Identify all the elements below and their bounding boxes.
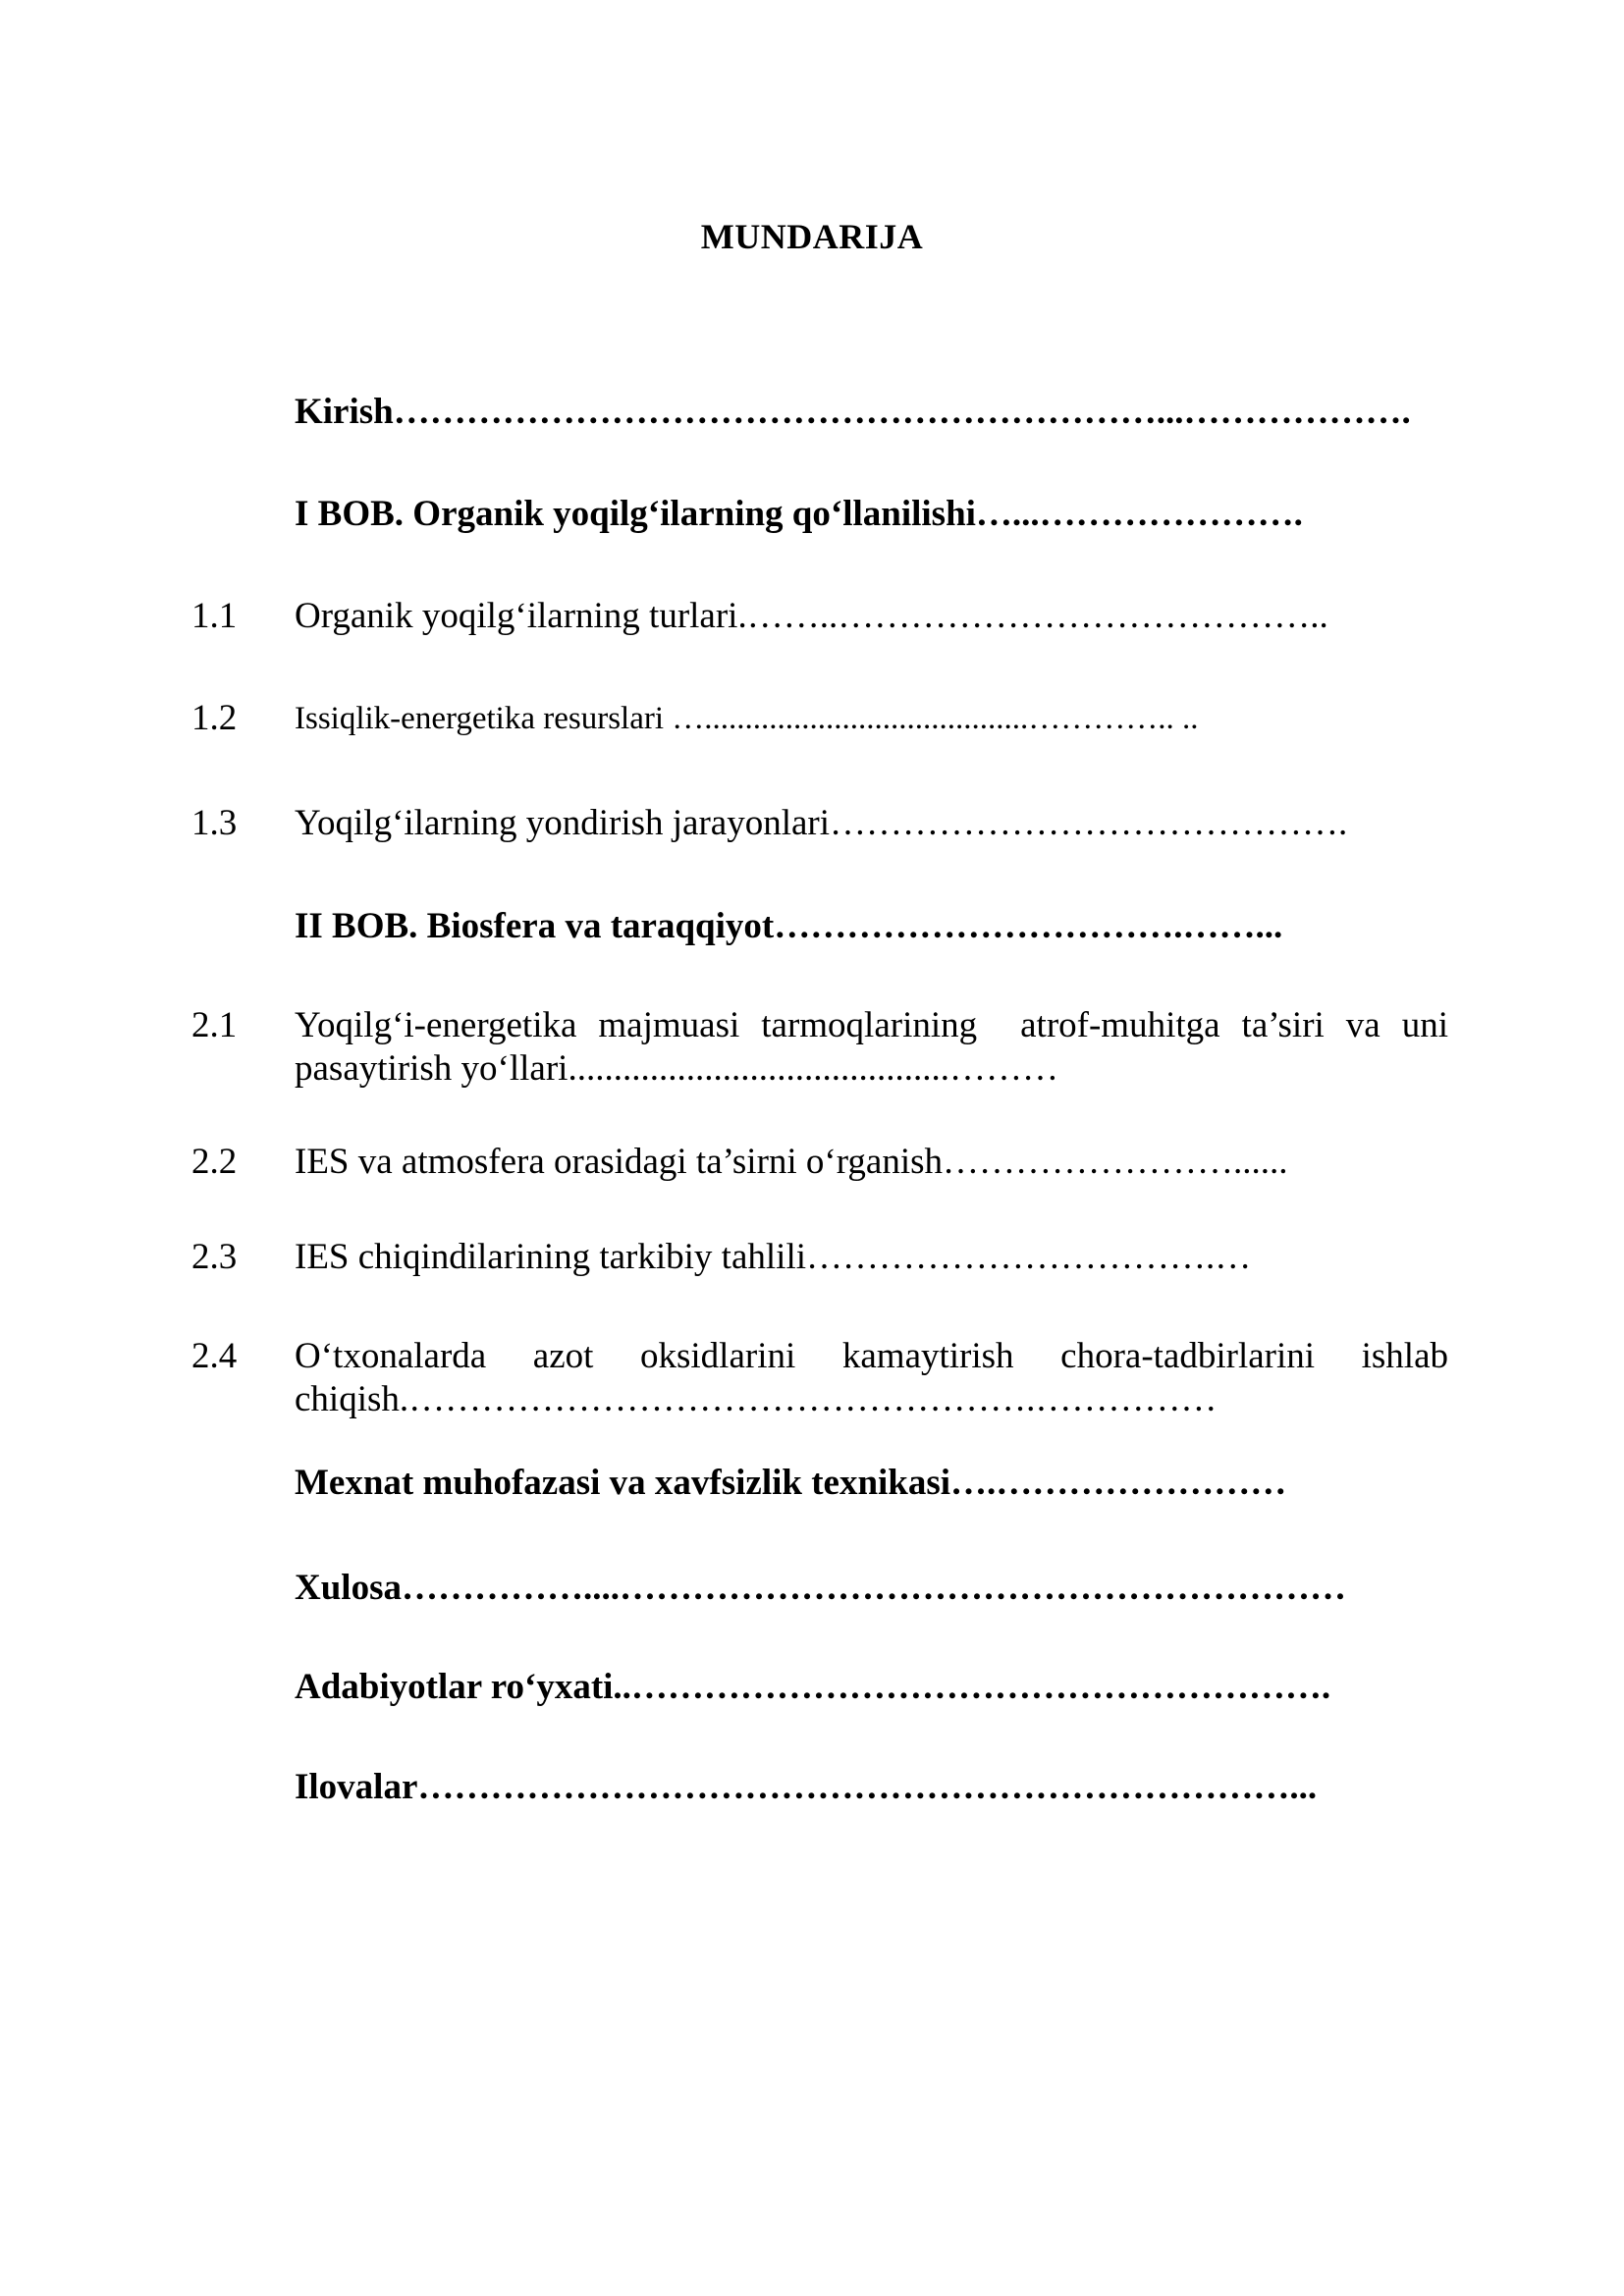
toc-entry-kirish bbox=[191, 391, 1448, 434]
toc-text: Xulosa……………....…………………………………………………… bbox=[295, 1568, 1346, 1608]
toc-text: Adabiyotlar ro‘yxati..…………………………………………………. bbox=[295, 1667, 1331, 1707]
toc-number: 1.1 bbox=[191, 596, 238, 636]
toc-entry-2-4 bbox=[191, 1335, 1458, 1421]
toc-entry-safety bbox=[191, 1462, 1448, 1505]
toc-entry-1-2 bbox=[191, 697, 1448, 740]
toc-text: IES chiqindilarining tarkibiy tahlili…………………………….… bbox=[295, 1237, 1252, 1277]
toc-entry-1-1 bbox=[191, 595, 1448, 638]
toc-text: Kirish………………………………………………………...………………. bbox=[295, 392, 1411, 432]
toc-entry-chapter-1 bbox=[191, 493, 1448, 536]
toc-text: Yoqilg‘i-energetika majmuasi tarmoqlarining atrof-muhitga ta’siri va uni pasaytirish yo‘llari..........................................……… bbox=[295, 1005, 1458, 1089]
toc-entry-appendices bbox=[191, 1766, 1448, 1809]
toc-entry-conclusion bbox=[191, 1567, 1448, 1610]
toc-text: Organik yoqilg‘ilarning turlari.……..………………………………….. bbox=[295, 596, 1328, 636]
toc-number: 2.4 bbox=[191, 1336, 238, 1376]
toc-number: 1.3 bbox=[191, 803, 238, 843]
toc-number: 2.1 bbox=[191, 1005, 238, 1045]
toc-entry-references bbox=[191, 1666, 1448, 1709]
toc-entry-1-3 bbox=[191, 802, 1448, 845]
toc-text: II BOB. Biosfera va taraqqiyot…………………………….……... bbox=[295, 906, 1283, 946]
toc-entry-2-1 bbox=[191, 1004, 1458, 1091]
toc-entry-2-3 bbox=[191, 1236, 1448, 1279]
toc-text: Mexnat muhofazasi va xavfsizlik texnikasi….…………………… bbox=[295, 1463, 1287, 1503]
toc-text: O‘txonalarda azot oksidlarini kamaytirish chora-tadbirlarini ishlab chiqish.…………………………………………….…………… bbox=[295, 1336, 1458, 1419]
toc-text: Ilovalar………………………………………………………………... bbox=[295, 1767, 1318, 1807]
toc-text: IES va atmosfera orasidagi ta’sirni o‘rganish……………………...... bbox=[295, 1142, 1288, 1182]
toc-entry-chapter-2 bbox=[191, 905, 1448, 948]
toc-number: 1.2 bbox=[191, 698, 238, 738]
toc-text: I BOB. Organik yoqilg‘ilarning qo‘llanilishi…...…………………. bbox=[295, 494, 1303, 534]
toc-text: Yoqilg‘ilarning yondirish jarayonlari……………………………………. bbox=[295, 803, 1348, 843]
page-title: MUNDARIJA bbox=[700, 217, 924, 256]
toc-text: Issiqlik-energetika resurslari …........................................………….. .. bbox=[295, 701, 1199, 736]
toc-number: 2.3 bbox=[191, 1237, 238, 1277]
toc-entry-2-2 bbox=[191, 1141, 1448, 1184]
toc-number: 2.2 bbox=[191, 1142, 238, 1182]
